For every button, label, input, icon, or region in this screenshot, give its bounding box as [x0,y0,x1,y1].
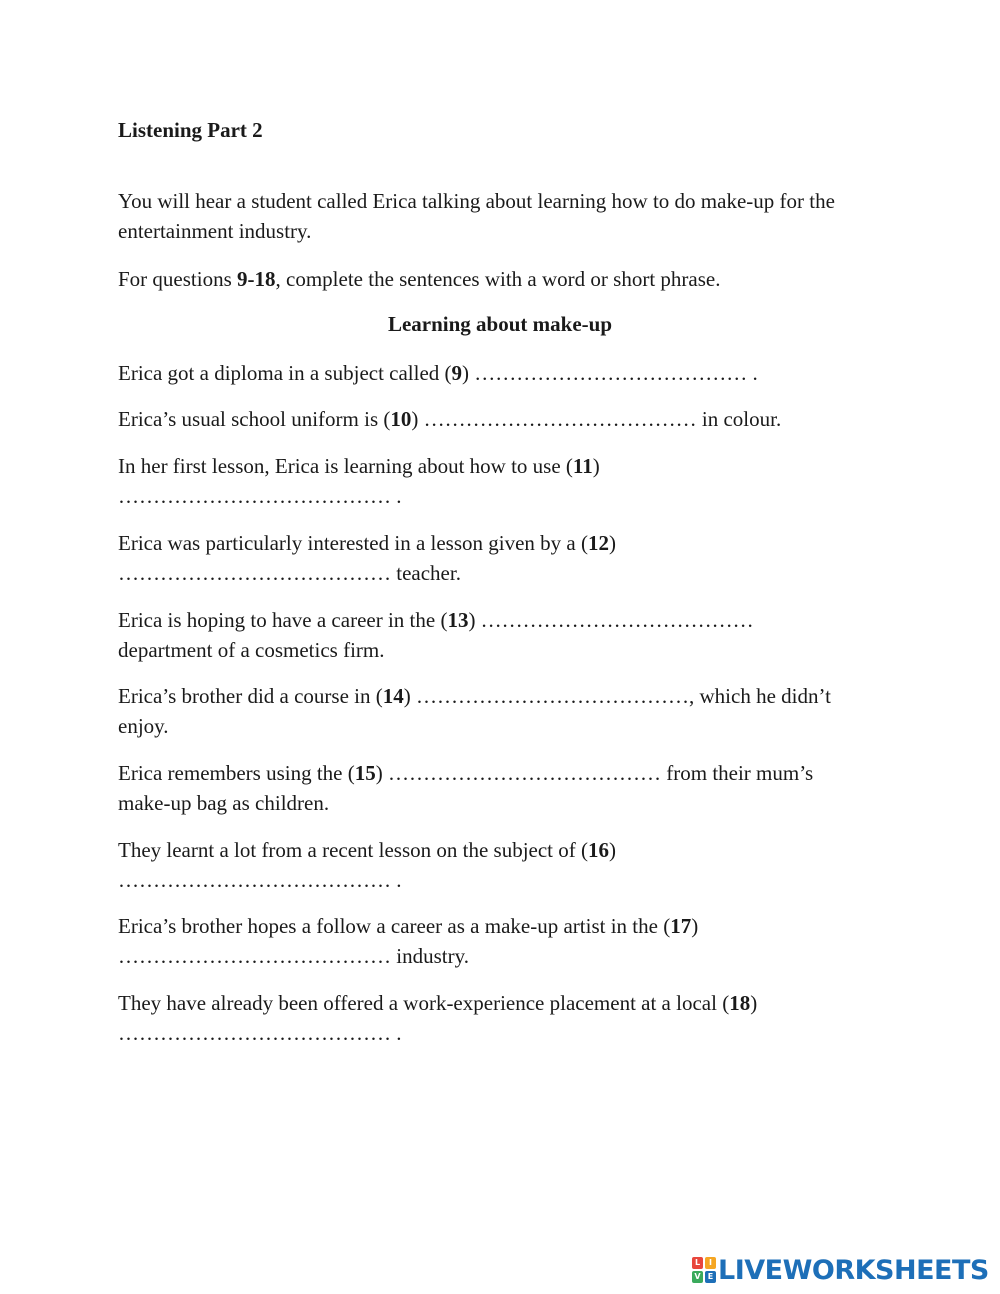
answer-gap[interactable]: ) ………………………………… . [118,991,758,1045]
instructions-after: , complete the sentences with a word or short phrase. [275,267,721,291]
question-text: Erica got a diploma in a subject called ( [118,361,452,385]
question-text: Erica is hoping to have a career in the ( [118,608,448,632]
intro-paragraph: You will hear a student called Erica talking about learning how to do make-up for the entertainment industry. [118,189,835,243]
section-heading: Listening Part 2 [118,118,263,142]
question-text: They have already been offered a work-experience placement at a local ( [118,991,730,1015]
logo-mark-tile: V [692,1271,703,1283]
question-9 [118,358,878,388]
liveworksheets-logo[interactable] [692,1254,989,1286]
question-text: Erica’s brother did a course in ( [118,684,383,708]
answer-gap[interactable]: ) ………………………………… . [462,361,758,385]
question-14 [118,681,868,741]
answer-gap[interactable]: ) ………………………………… from their mum’s make-up bag as children. [118,761,814,815]
question-11 [118,451,678,511]
question-number: 10 [390,407,412,431]
question-text: Erica remembers using the ( [118,761,355,785]
question-number: 11 [572,454,593,478]
question-10 [118,404,878,434]
logo-mark-tile: L [692,1257,703,1269]
logo-mark-tile: I [705,1257,716,1269]
question-number: 13 [447,608,469,632]
question-12 [118,528,678,588]
logo-text: LIVEWORKSHEETS [718,1254,989,1286]
question-13 [118,605,843,665]
task-title: Learning about make-up [387,312,613,336]
instructions-paragraph [118,264,878,294]
question-number: 16 [588,838,609,862]
answer-gap[interactable]: ) ………………………………… department of a cosmetics firm. [118,608,754,662]
question-number: 9 [451,361,463,385]
question-18 [118,988,838,1048]
question-17 [118,911,778,971]
answer-gap[interactable]: ) ………………………………… . [118,454,600,508]
question-16 [118,835,678,895]
answer-gap[interactable]: ) ………………………………… industry. [118,914,699,968]
question-text: Erica’s usual school uniform is ( [118,407,391,431]
question-range: 9-18 [237,267,276,291]
question-15 [118,758,843,818]
question-text: Erica’s brother hopes a follow a career as a make-up artist in the ( [118,914,671,938]
question-number: 15 [354,761,376,785]
answer-gap[interactable]: ) ………………………………… in colour. [411,407,782,431]
answer-gap[interactable]: ) ………………………………… . [118,838,616,892]
question-number: 18 [729,991,751,1015]
question-text: In her first lesson, Erica is learning about how to use ( [118,454,573,478]
logo-mark-tile: E [705,1271,716,1283]
question-text: They learnt a lot from a recent lesson on the subject of ( [118,838,588,862]
question-number: 12 [588,531,609,555]
logo-mark-icon [692,1257,716,1283]
instructions-before: For questions [118,267,238,291]
answer-gap[interactable]: ) ………………………………… teacher. [118,531,616,585]
question-number: 14 [382,684,404,708]
question-text: Erica was particularly interested in a lesson given by a ( [118,531,588,555]
answer-gap[interactable]: ) …………………………………, which he didn’t enjoy. [118,684,831,738]
question-number: 17 [670,914,692,938]
